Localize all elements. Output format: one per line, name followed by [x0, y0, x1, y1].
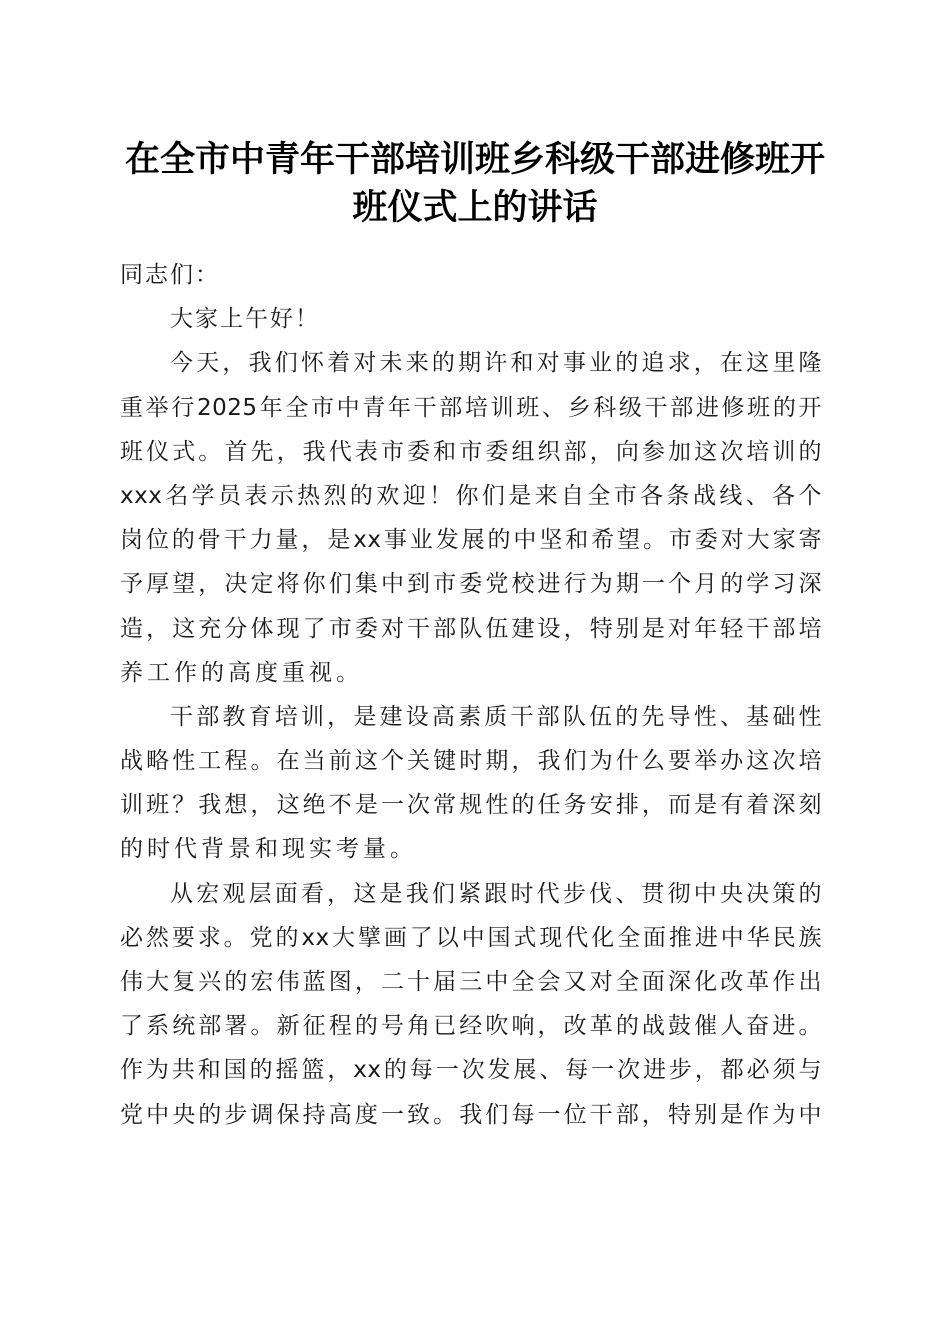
- greeting: 大家上午好！: [170, 306, 320, 333]
- paragraph-line: 作为共和国的摇篮，xx的每一次发展、每一次进步，都必须与: [120, 1057, 822, 1084]
- paragraph-line: 班仪式。首先，我代表市委和市委组织部，向参加这次培训的: [120, 438, 822, 465]
- paragraph-line: 予厚望，决定将你们集中到市委党校进行为期一个月的学习深: [120, 571, 822, 598]
- paragraph-line: 重举行2025年全市中青年干部培训班、乡科级干部进修班的开: [120, 394, 822, 421]
- paragraph-line: 造，这充分体现了市委对干部队伍建设，特别是对年轻干部培: [120, 615, 822, 642]
- paragraph-line: 岗位的骨干力量，是xx事业发展的中坚和希望。市委对大家寄: [120, 527, 822, 554]
- paragraph-line: 的时代背景和现实考量。: [120, 836, 417, 863]
- paragraph-line: 养工作的高度重视。: [120, 659, 363, 686]
- paragraph-line: 训班？我想，这绝不是一次常规性的任务安排，而是有着深刻: [120, 792, 822, 819]
- title-line-2: 班仪式上的讲话: [352, 187, 598, 228]
- paragraph-line: 伟大复兴的宏伟蓝图，二十届三中全会又对全面深化改革作出: [120, 969, 822, 995]
- title-line-1: 在全市中青年干部培训班乡科级干部进修班开: [124, 139, 825, 180]
- salutation: 同志们：: [120, 262, 220, 288]
- paragraph-1: [120, 341, 822, 695]
- document-title: [110, 136, 840, 232]
- paragraph-line: 必然要求。党的xx大擘画了以中国式现代化全面推进中华民族: [120, 924, 822, 951]
- document-body: [120, 253, 822, 1137]
- paragraph-line: 党中央的步调保持高度一致。我们每一位干部，特别是作为中: [120, 1101, 822, 1128]
- paragraph-line: xxx名学员表示热烈的欢迎！你们是来自全市各条战线、各个: [120, 482, 822, 509]
- paragraph-line: 今天，我们怀着对未来的期许和对事业的追求，在这里隆: [170, 350, 822, 377]
- paragraph-3: [120, 872, 822, 1137]
- paragraph-line: 干部教育培训，是建设高素质干部队伍的先导性、基础性: [170, 703, 822, 730]
- paragraph-2: [120, 695, 822, 872]
- paragraph-line: 战略性工程。在当前这个关键时期，我们为什么要举办这次培: [120, 748, 822, 775]
- paragraph-line: 从宏观层面看，这是我们紧跟时代步伐、贯彻中央决策的: [170, 880, 822, 907]
- paragraph-line: 了系统部署。新征程的号角已经吹响，改革的战鼓催人奋进。: [120, 1013, 822, 1040]
